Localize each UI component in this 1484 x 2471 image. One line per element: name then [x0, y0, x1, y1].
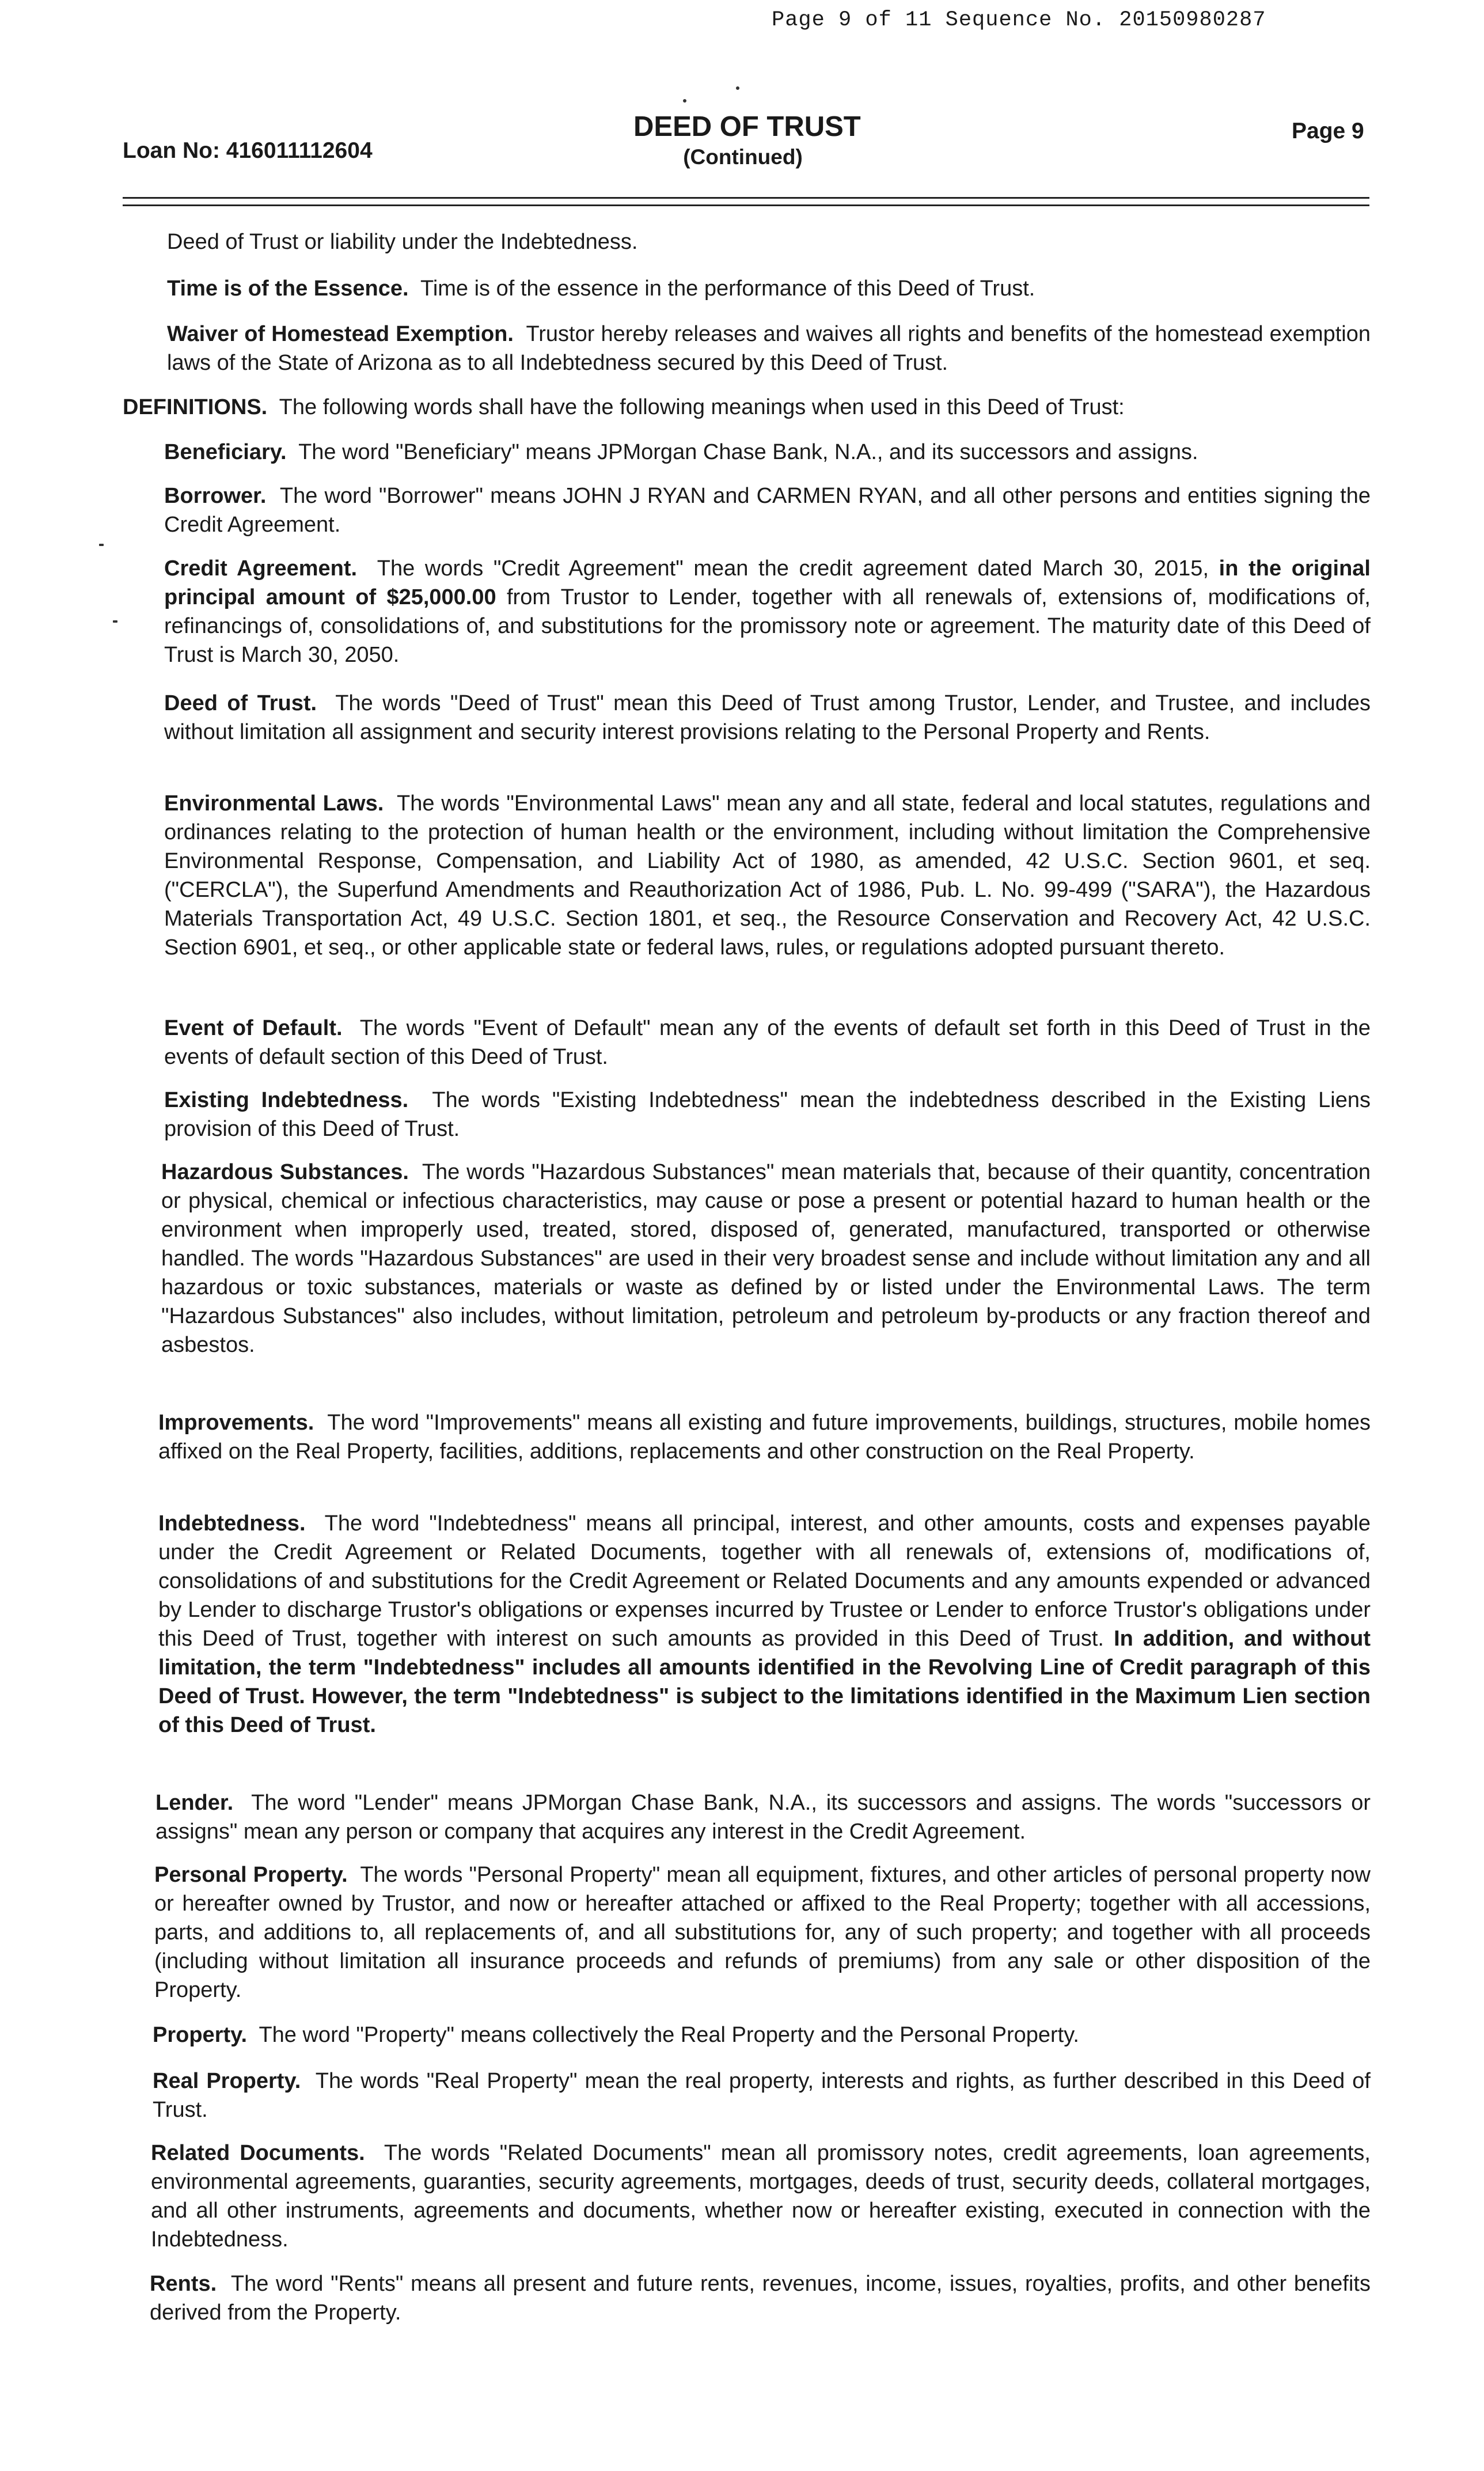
definition-deed-of-trust: Deed of Trust. The words "Deed of Trust" mean this Deed of Trust among Trustor, Lender, and Trustee, and includes without limitation all assignment and security interest provisions relating to the Personal Property and Rents. — [164, 691, 1371, 744]
stray-mark — [113, 620, 117, 623]
definition-term: Related Documents. — [151, 2141, 365, 2165]
paragraph-continuation: Deed of Trust or liability under the Indebtedness. — [167, 230, 638, 254]
definition-term: Real Property. — [153, 2069, 301, 2093]
definition-beneficiary: Beneficiary. The word "Beneficiary" means JPMorgan Chase Bank, N.A., and its successors and assigns. — [164, 440, 1198, 464]
definition-term: Hazardous Substances. — [161, 1160, 409, 1184]
stray-mark — [683, 99, 686, 103]
definition-term: Lender. — [155, 1791, 234, 1815]
header-rule — [123, 197, 1369, 199]
definition-term: Deed of Trust. — [164, 691, 317, 715]
stray-mark — [99, 544, 104, 546]
stray-mark — [736, 86, 739, 90]
paragraph-definitions: DEFINITIONS. The following words shall have the following meanings when used in this Deed of Trust: — [123, 395, 1125, 419]
definition-credit-agreement: Credit Agreement. The words "Credit Agreement" mean the credit agreement dated March 30, 2015, in the original principal amount of $25,000.00 from Trustor to Lender, together with all renewals of, extensions of, modifications of, refinancings of, consolidations of, and substitutions for the promissory note or agreement. The maturity date of this Deed of Trust is March 30, 2050. — [164, 556, 1371, 667]
definition-borrower: Borrower. The word "Borrower" means JOHN J RYAN and CARMEN RYAN, and all other persons and entities signing the Credit Agreement. — [164, 484, 1371, 537]
page-label: Page 9 — [1292, 119, 1364, 143]
definition-term: Beneficiary. — [164, 440, 287, 464]
paragraph-term: Waiver of Homestead Exemption. — [167, 322, 514, 346]
definition-existing-indebtedness: Existing Indebtedness. The words "Existing Indebtedness" mean the indebtedness described in the Existing Liens provision of this Deed of Trust. — [164, 1088, 1371, 1141]
definition-term: Property. — [153, 2023, 248, 2047]
definition-personal-property: Personal Property. The words "Personal Property" mean all equipment, fixtures, and other articles of personal property now or hereafter owned by Trustor, and now or hereafter attached or affixed to the Real Property; together with all accessions, parts, and additions to, all replacements of, and all substitutions for, any of such property; and together with all proceeds (including without limitation all insurance proceeds and refunds of premiums) from any sale or other disposition of the Property. — [154, 1863, 1371, 2002]
paragraph-term: Time is of the Essence. — [167, 276, 409, 301]
definition-related-documents: Related Documents. The words "Related Documents" mean all promissory notes, credit agreements, loan agreements, environmental agreements, guaranties, security agreements, mortgages, deeds of trust, security deeds, collateral mortgages, and all other instruments, agreements and documents, whether now or hereafter existing, executed in connection with the Indebtedness. — [151, 2141, 1371, 2252]
definition-term: Credit Agreement. — [164, 556, 358, 581]
definition-term: Event of Default. — [164, 1016, 343, 1040]
definition-lender: Lender. The word "Lender" means JPMorgan Chase Bank, N.A., its successors and assigns. The words "successors or assigns" mean any person or company that acquires any interest in the Credit Agreement. — [155, 1791, 1371, 1844]
header-rule — [123, 204, 1369, 206]
definition-term: Personal Property. — [154, 1863, 348, 1887]
definition-term: Improvements. — [158, 1411, 314, 1435]
sequence-header: Page 9 of 11 Sequence No. 20150980287 — [772, 8, 1266, 32]
definition-term: Existing Indebtedness. — [164, 1088, 409, 1112]
definition-hazardous-substances: Hazardous Substances. The words "Hazardous Substances" mean materials that, because of their quantity, concentration or physical, chemical or infectious characteristics, may cause or pose a present or potential hazard to human health or the environment when improperly used, treated, stored, disposed of, generated, manufactured, transported or otherwise handled. The words "Hazardous Substances" are used in their very broadest sense and include without limitation any and all hazardous or toxic substances, materials or waste as defined by or listed under the Environmental Laws. The term "Hazardous Substances" also includes, without limitation, petroleum and petroleum by-products or any fraction thereof and asbestos. — [161, 1160, 1371, 1357]
definition-term: Indebtedness. — [158, 1511, 306, 1536]
loan-number: Loan No: 416011112604 — [123, 138, 373, 163]
paragraph-homestead: Waiver of Homestead Exemption. Trustor hereby releases and waives all rights and benefits of the homestead exemption laws of the State of Arizona as to all Indebtedness secured by this Deed of Trust. — [167, 322, 1371, 375]
indebtedness-bold-clause: In addition, and without limitation, the term "Indebtedness" includes all amounts identified in the Revolving Line of Credit paragraph of this Deed of Trust. However, the term "Indebtedness" is subject to the limitations identified in the Maximum Lien section of this Deed of Trust. — [158, 1627, 1371, 1737]
definition-indebtedness: Indebtedness. The word "Indebtedness" means all principal, interest, and other amounts, costs and expenses payable under the Credit Agreement or Related Documents, together with all renewals of, extensions of, modifications of, consolidations of and substitutions for the Credit Agreement or Related Documents and any amounts expended or advanced by Lender to discharge Trustor's obligations or expenses incurred by Trustee or Lender to enforce Trustor's obligations under this Deed of Trust, together with interest on such amounts as provided in this Deed of Trust. In addition, and without limitation, the term "Indebtedness" includes all amounts identified in the Revolving Line of Credit paragraph of this Deed of Trust. However, the term "Indebtedness" is subject to the limitations identified in the Maximum Lien section of this Deed of Trust. — [158, 1511, 1371, 1737]
definition-term: Environmental Laws. — [164, 791, 384, 816]
document-title: DEED OF TRUST — [633, 111, 861, 142]
section-heading: DEFINITIONS. — [123, 395, 268, 419]
definition-event-of-default: Event of Default. The words "Event of Default" mean any of the events of default set forth in this Deed of Trust in the events of default section of this Deed of Trust. — [164, 1016, 1371, 1069]
definition-rents: Rents. The word "Rents" means all present and future rents, revenues, income, issues, royalties, profits, and other benefits derived from the Property. — [150, 2272, 1371, 2325]
paragraph-time-of-essence: Time is of the Essence. Time is of the essence in the performance of this Deed of Trust. — [167, 276, 1035, 301]
definition-environmental-laws: Environmental Laws. The words "Environmental Laws" mean any and all state, federal and local statutes, regulations and ordinances relating to the protection of human health or the environment, including without limitation the Comprehensive Environmental Response, Compensation, and Liability Act of 1980, as amended, 42 U.S.C. Section 9601, et seq. ("CERCLA"), the Superfund Amendments and Reauthorization Act of 1986, Pub. L. No. 99-499 ("SARA"), the Hazardous Materials Transportation Act, 49 U.S.C. Section 1801, et seq., the Resource Conservation and Recovery Act, 42 U.S.C. Section 6901, et seq., or other applicable state or federal laws, rules, or regulations adopted pursuant thereto. — [164, 791, 1371, 960]
definition-property: Property. The word "Property" means collectively the Real Property and the Personal Property. — [153, 2023, 1079, 2047]
definition-term: Borrower. — [164, 484, 267, 508]
definition-term: Rents. — [150, 2272, 217, 2296]
definition-improvements: Improvements. The word "Improvements" means all existing and future improvements, buildings, structures, mobile homes affixed on the Real Property, facilities, additions, replacements and other construction on the Real Property. — [158, 1411, 1371, 1464]
document-subtitle: (Continued) — [683, 145, 803, 169]
principal-amount: in the original principal amount of $25,000.00 — [164, 556, 1371, 609]
definition-real-property: Real Property. The words "Real Property" mean the real property, interests and rights, as further described in this Deed of Trust. — [153, 2069, 1371, 2122]
